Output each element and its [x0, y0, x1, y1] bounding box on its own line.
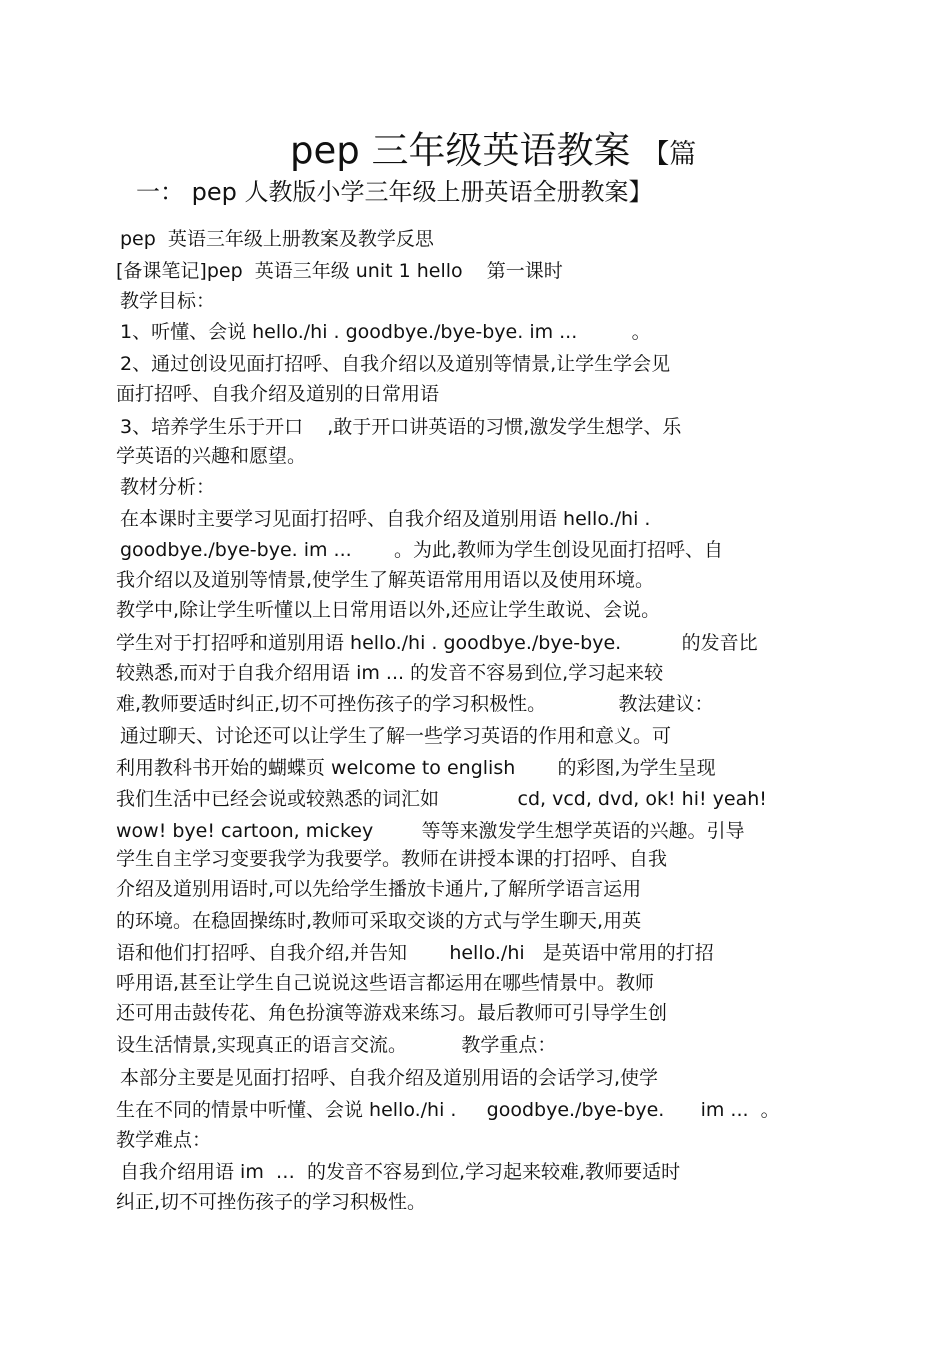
body-line: 学生对于打招呼和道别用语 hello./hi . goodbye./bye-bye. 的发音比 [116, 632, 758, 654]
body-line: 纠正,切不可挫伤孩子的学习积极性。 [116, 1191, 427, 1213]
body-line: 教材分析： [120, 476, 216, 498]
body-line: 还可用击鼓传花、角色扮演等游戏来练习。最后教师可引导学生创 [116, 1002, 668, 1024]
body-line: 学生自主学习变要我学为我要学。教师在讲授本课的打招呼、自我 [116, 848, 668, 870]
body-line: 利用教科书开始的蝴蝶页 welcome to english 的彩图,为学生呈现 [116, 757, 716, 779]
body-line: wow! bye! cartoon, mickey 等等来激发学生想学英语的兴趣。引导 [116, 820, 745, 842]
body-line: 在本课时主要学习见面打招呼、自我介绍及道别用语 hello./hi . [120, 508, 651, 530]
body-line: 介绍及道别用语时,可以先给学生播放卡通片,了解所学语言运用 [116, 878, 642, 900]
body-line: 自我介绍用语 im … 的发音不容易到位,学习起来较难,教师要适时 [120, 1161, 681, 1183]
body-line: 我们生活中已经会说或较熟悉的词汇如 cd, vcd, dvd, ok! hi! yeah! [116, 788, 767, 810]
body-line: 难,教师要适时纠正,切不可挫伤孩子的学习积极性。 教法建议： [116, 693, 714, 715]
title-main: pep 三年级英语教案 [290, 129, 631, 172]
document-title [290, 120, 696, 174]
body-line: 设生活情景,实现真正的语言交流。 教学重点： [116, 1034, 557, 1056]
body-line: 教学难点： [116, 1129, 212, 1151]
body-line: 3、培养学生乐于开口 ,敢于开口讲英语的习惯,激发学生想学、乐 [120, 416, 682, 438]
body-line: 面打招呼、自我介绍及道别的日常用语 [116, 383, 440, 405]
body-line: 我介绍以及道别等情景,使学生了解英语常用用语以及使用环境。 [116, 569, 655, 591]
body-line: 2、通过创设见面打招呼、自我介绍以及道别等情景,让学生学会见 [120, 353, 671, 375]
body-line: 学英语的兴趣和愿望。 [116, 445, 307, 467]
body-line: 生在不同的情景中听懂、会说 hello./hi . goodbye./bye-bye. im ... 。 [116, 1099, 780, 1121]
body-line: [备课笔记]pep 英语三年级 unit 1 hello 第一课时 [116, 260, 563, 282]
body-line: 较熟悉,而对于自我介绍用语 im ... 的发音不容易到位,学习起来较 [116, 662, 664, 684]
body-line: 教学目标： [120, 290, 216, 312]
body-line: 通过聊天、讨论还可以让学生了解一些学习英语的作用和意义。可 [120, 725, 672, 747]
body-line: 语和他们打招呼、自我介绍,并告知 hello./hi 是英语中常用的打招 [116, 942, 714, 964]
body-line: 1、听懂、会说 hello./hi . goodbye./bye-bye. im ... 。 [120, 321, 651, 343]
body-line: 呼用语,甚至让学生自己说说这些语言都运用在哪些情景中。教师 [116, 972, 655, 994]
body-line: 的环境。在稳固操练时,教师可采取交谈的方式与学生聊天,用英 [116, 910, 642, 932]
body-line: 教学中,除让学生听懂以上日常用语以外,还应让学生敢说、会说。 [116, 599, 661, 621]
title-bracket: 【篇 [642, 139, 697, 170]
body-line: goodbye./bye-bye. im ... 。为此,教师为学生创设见面打招呼、自 [120, 539, 723, 561]
body-line: 本部分主要是见面打招呼、自我介绍及道别用语的会话学习,使学 [120, 1067, 659, 1089]
document-subtitle: 一： pep 人教版小学三年级上册英语全册教案】 [136, 178, 653, 206]
body-line: pep 英语三年级上册教案及教学反思 [120, 228, 434, 250]
